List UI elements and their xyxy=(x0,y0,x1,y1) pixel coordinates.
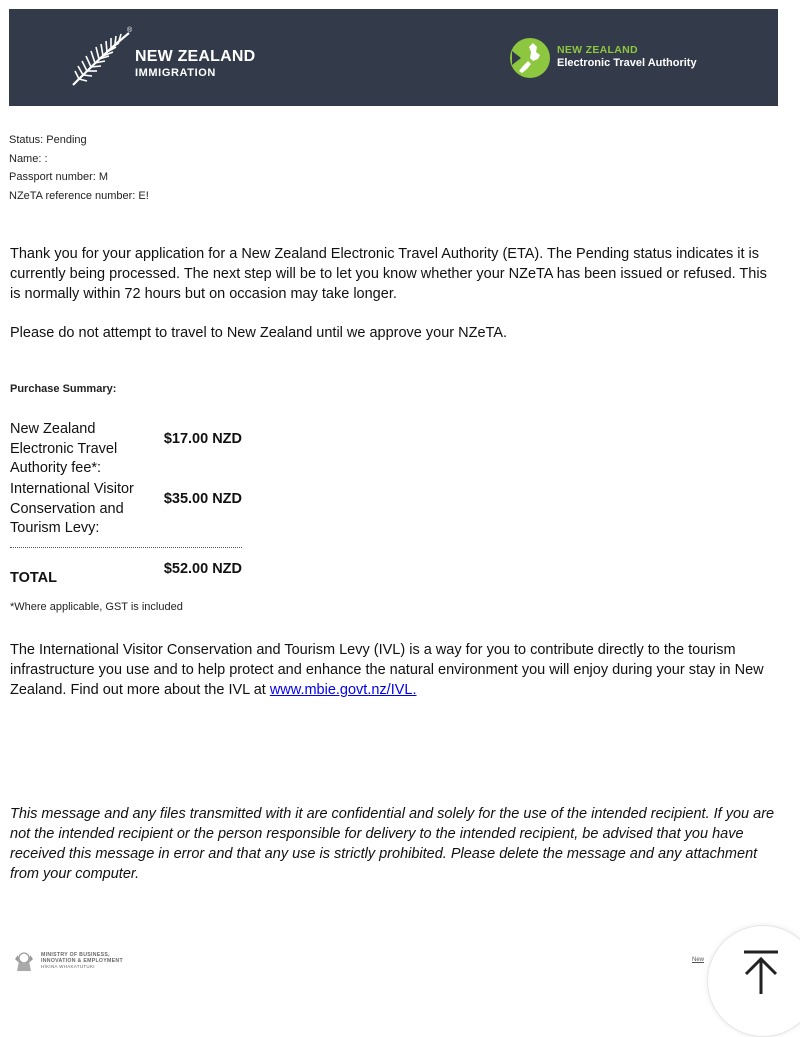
passport-line: Passport number: M xyxy=(9,171,109,183)
purchase-summary-table xyxy=(10,420,242,540)
nzi-line1: NEW ZEALAND xyxy=(135,48,256,65)
mbie-crest-icon xyxy=(12,949,36,973)
intro-paragraph: Thank you for your application for a New Zealand Electronic Travel Authority (ETA). The Pending status indicates it is currently being processed. The next step will be to let you know whether your NZeTA has been issued or refused. This is normally within 72 hours but on occasion may take longer. xyxy=(10,246,767,302)
summary-row-eta-fee xyxy=(10,420,242,480)
nz-immigration-wordmark xyxy=(135,49,255,79)
scroll-to-top-button[interactable] xyxy=(707,925,800,1037)
purchase-summary-title: Purchase Summary: xyxy=(10,383,117,395)
eta-fee-label: New Zealand Electronic Travel Authority fee*: xyxy=(10,421,118,476)
reference-line: NZeTA reference number: E! xyxy=(9,189,149,202)
ivl-link[interactable]: www.mbie.govt.nz/IVL. xyxy=(269,682,417,698)
nzi-line2: IMMIGRATION xyxy=(135,67,216,79)
ivl-paragraph xyxy=(10,640,780,700)
eta-fee-amount: $17.00 NZD xyxy=(163,431,242,447)
mbie-line3: HĪKINA WHAKATUTUKI xyxy=(41,964,95,970)
nzeta-wordmark xyxy=(557,45,697,69)
total-amount: $52.00 NZD xyxy=(163,561,242,577)
travel-warning-paragraph: Please do not attempt to travel to New Zealand until we approve your NZeTA. xyxy=(10,325,508,341)
email-header-banner xyxy=(9,9,778,106)
nz-map-icon xyxy=(509,37,551,79)
ivl-label: International Visitor Conservation and Tourism Levy: xyxy=(10,481,134,536)
registered-mark: ® xyxy=(127,27,133,34)
arrow-up-to-top-icon xyxy=(738,948,784,994)
nzeta-logo xyxy=(509,37,749,81)
nz-immigration-logo xyxy=(69,27,259,93)
confidentiality-disclaimer: This message and any files transmitted with it are confidential and solely for the use of the intended recipient. If you are not the intended recipient or the person responsible for delivery to the intended recipient, be advised that you have received this message in error and that any use is strictly prohibited. Please delete the message and any attachment from your computer. xyxy=(10,806,775,882)
eta-line2: Electronic Travel Authority xyxy=(557,56,697,69)
footer-link[interactable]: New xyxy=(692,957,705,963)
mbie-line2: INNOVATION & EMPLOYMENT xyxy=(41,958,123,965)
mbie-line1: MINISTRY OF BUSINESS, xyxy=(41,952,110,958)
summary-row-ivl xyxy=(10,480,242,540)
status-line: Status: Pending xyxy=(9,134,87,146)
summary-divider xyxy=(10,547,242,548)
ivl-text: The International Visitor Conservation and Tourism Levy (IVL) is a way for you to contribute directly to the tourism infrastructure you use and to help protect and enhance the natural environment you will enjoy during your stay in New Zealand. Find out more about the IVL at xyxy=(10,642,764,698)
total-label: TOTAL xyxy=(10,570,57,586)
mbie-wordmark xyxy=(41,952,123,971)
application-details xyxy=(9,131,149,205)
eta-line1: NEW ZEALAND xyxy=(557,44,638,56)
gst-note: *Where applicable, GST is included xyxy=(10,601,183,613)
name-line: Name: : xyxy=(9,152,48,165)
mbie-logo xyxy=(12,949,152,973)
summary-total-row xyxy=(10,560,242,600)
fern-logo-icon xyxy=(69,29,133,89)
ivl-amount: $35.00 NZD xyxy=(163,491,242,507)
